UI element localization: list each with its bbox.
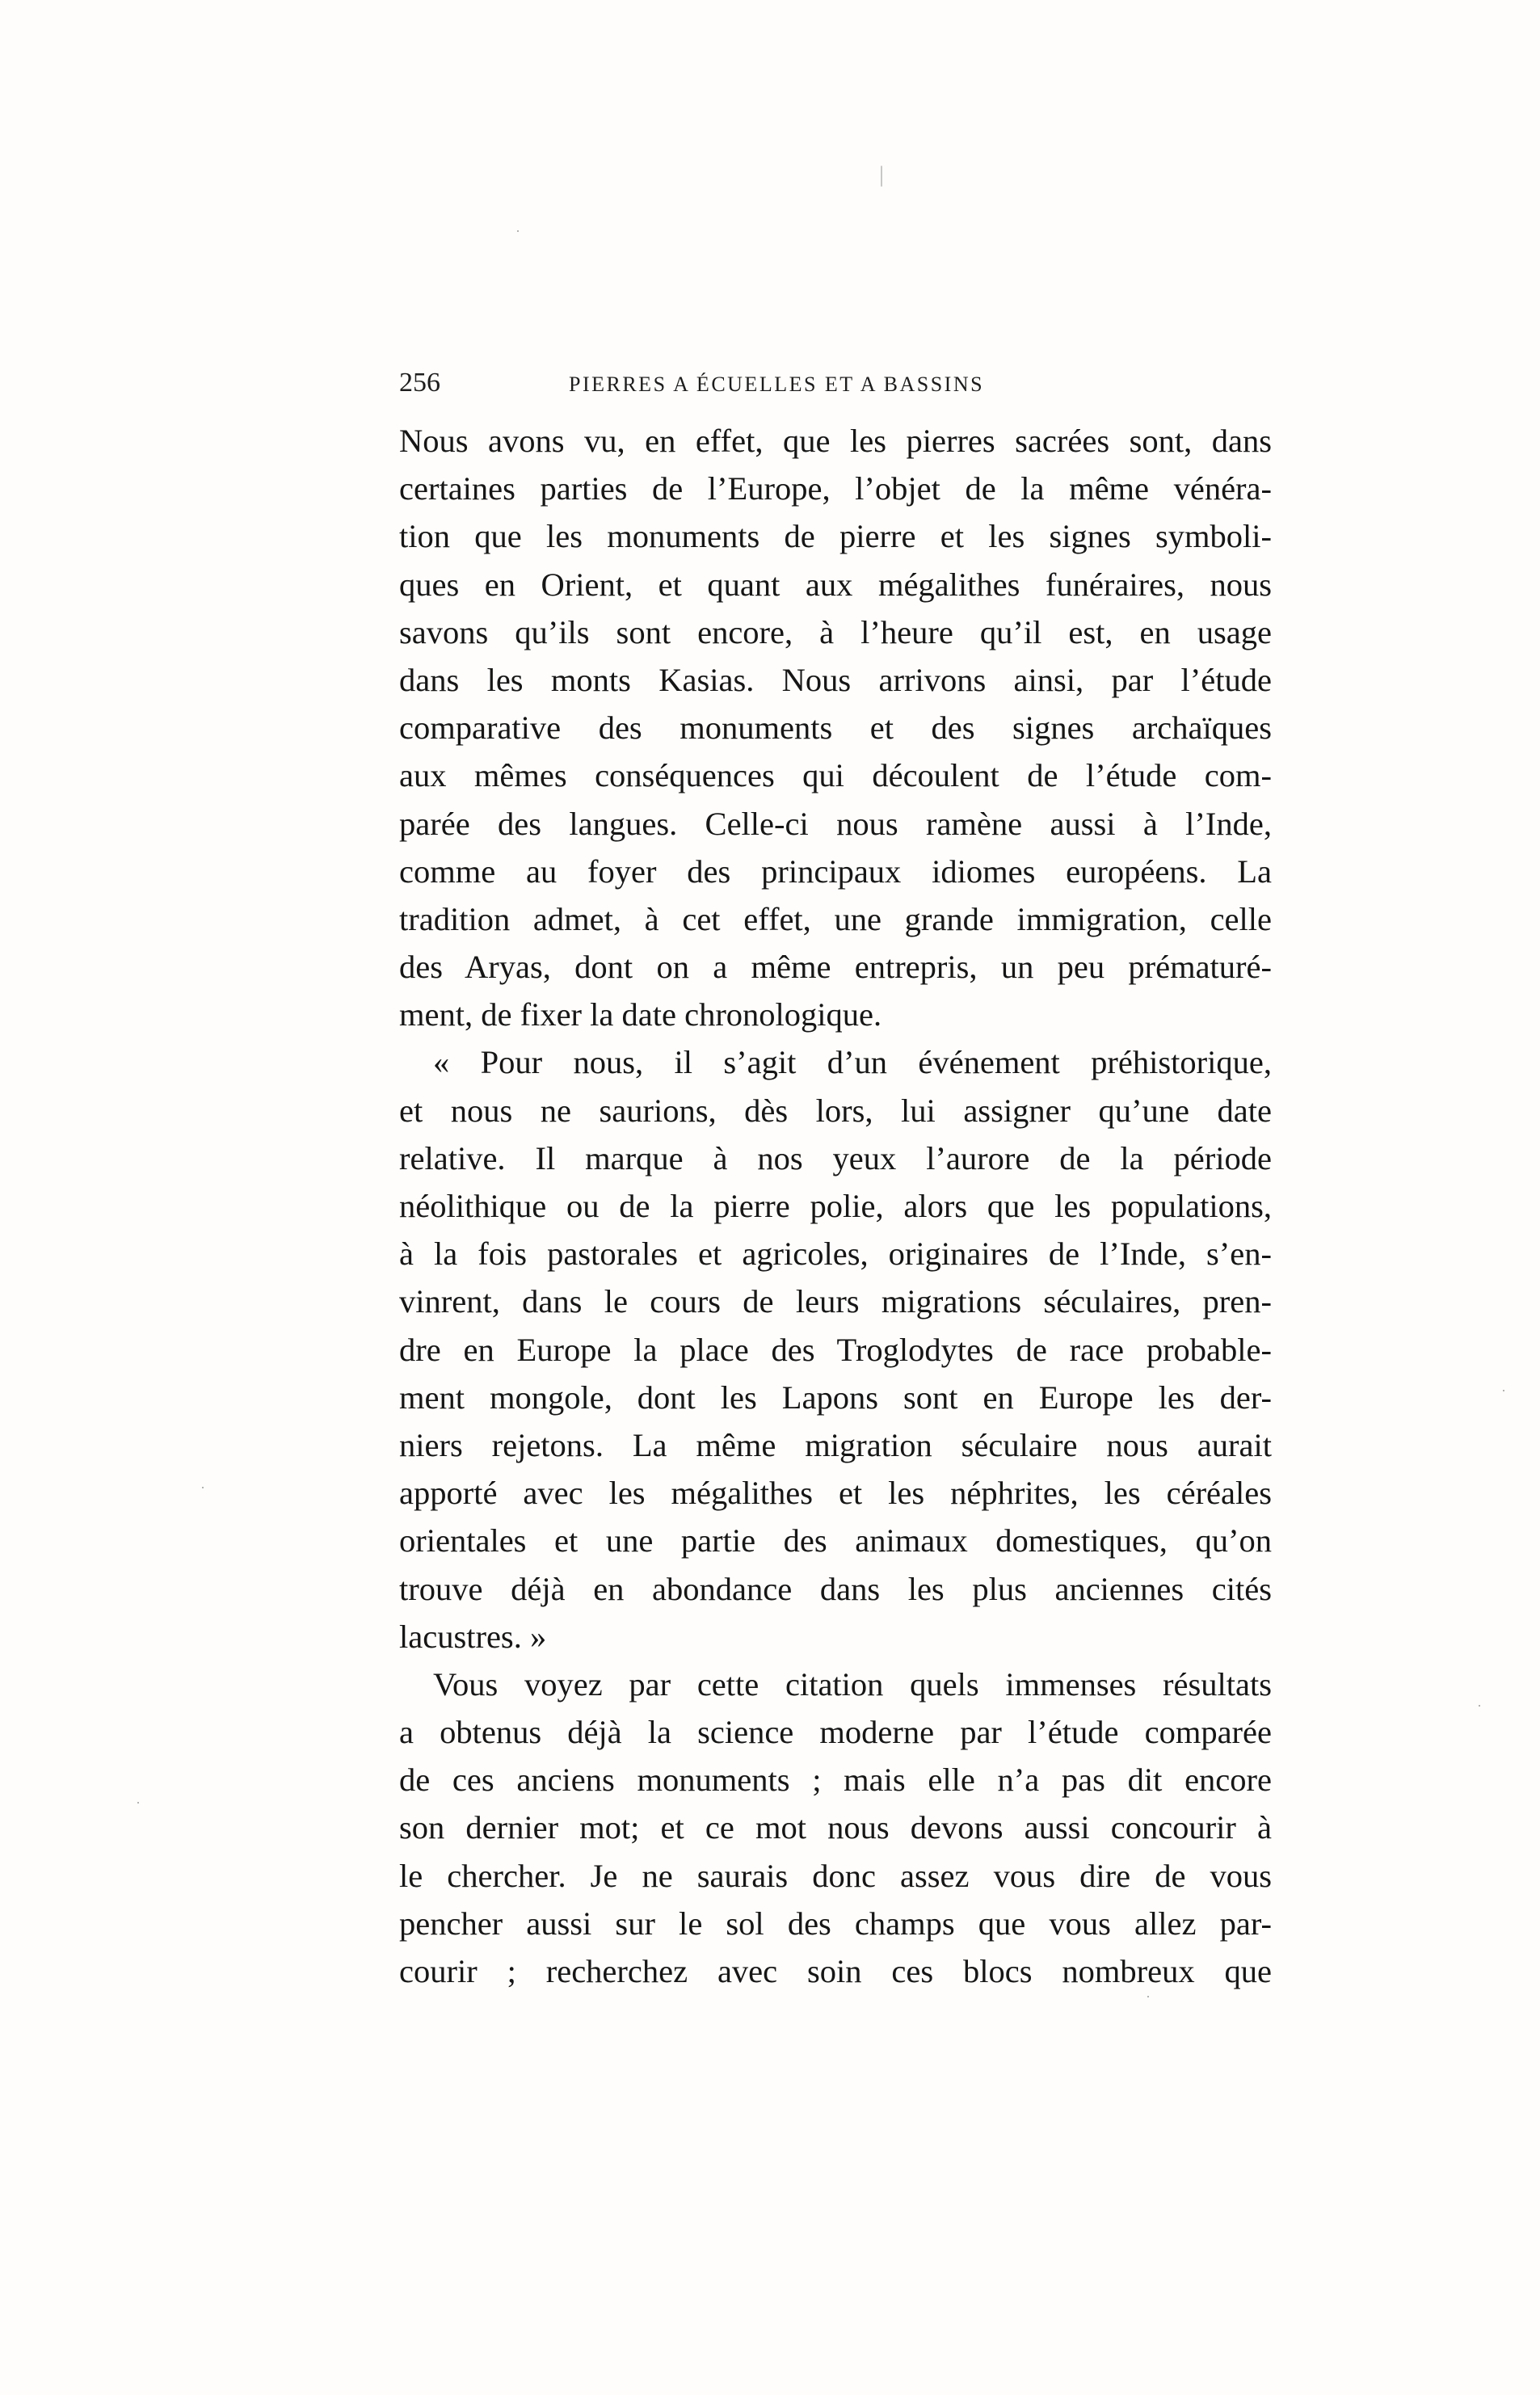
text-line: tion que les monuments de pierre et les signes symboli-: [399, 518, 1272, 555]
text-line: niers rejetons. La même migration séculaire nous aurait: [399, 1426, 1272, 1463]
paper-speck: [1479, 1705, 1480, 1707]
paper-speck: [881, 166, 882, 187]
text-line: orientales et une partie des animaux domestiques, qu’on: [399, 1522, 1272, 1559]
text-line: tradition admet, à cet effet, une grande immigration, celle: [399, 900, 1272, 937]
paper-speck: [202, 1487, 204, 1488]
text-line: Nous avons vu, en effet, que les pierres sacrées sont, dans: [399, 423, 1272, 459]
text-line: comme au foyer des principaux idiomes européens. La: [399, 852, 1272, 890]
text-line: ques en Orient, et quant aux mégalithes funéraires, nous: [399, 566, 1272, 603]
text-line: pencher aussi sur le sol des champs que vous allez par-: [399, 1905, 1272, 1942]
running-title: PIERRES A ÉCUELLES ET A BASSINS: [569, 373, 985, 396]
text-line: « Pour nous, il s’agit d’un événement préhistorique,: [433, 1044, 1272, 1081]
text-line: à la fois pastorales et agricoles, originaires de l’Inde, s’en-: [399, 1235, 1272, 1273]
text-line: relative. Il marque à nos yeux l’aurore de la période: [399, 1139, 1272, 1176]
text-line: néolithique ou de la pierre polie, alors que les populations,: [399, 1188, 1272, 1224]
text-line: dre en Europe la place des Troglodytes de race probable-: [399, 1331, 1272, 1368]
text-line: Vous voyez par cette citation quels immenses résultats: [433, 1665, 1272, 1703]
text-line: comparative des monuments et des signes archaïques: [399, 709, 1272, 747]
text-line: trouve déjà en abondance dans les plus anciennes cités: [399, 1570, 1272, 1607]
text-line: savons qu’ils sont encore, à l’heure qu’il est, en usage: [399, 613, 1272, 650]
text-line: a obtenus déjà la science moderne par l’étude comparée: [399, 1714, 1272, 1751]
text-line: dans les monts Kasias. Nous arrivons ainsi, par l’étude: [399, 661, 1272, 698]
text-line: courir ; recherchez avec soin ces blocs nombreux que: [399, 1953, 1272, 1989]
text-line: ment, de fixer la date chronologique.: [399, 996, 882, 1033]
paper-speck: [1147, 1996, 1149, 1997]
text-line: des Aryas, dont on a même entrepris, un peu prématuré-: [399, 949, 1272, 986]
paper-speck: [1503, 1390, 1504, 1391]
text-line: parée des langues. Celle-ci nous ramène aussi à l’Inde,: [399, 805, 1272, 842]
text-line: de ces anciens monuments ; mais elle n’a pas dit encore: [399, 1762, 1272, 1799]
text-line: lacustres. »: [399, 1618, 547, 1655]
text-line: certaines parties de l’Europe, l’objet de la même vénéra-: [399, 470, 1272, 507]
text-line: son dernier mot; et ce mot nous devons aussi concourir à: [399, 1809, 1272, 1846]
text-line: vinrent, dans le cours de leurs migrations séculaires, pren-: [399, 1283, 1272, 1320]
text-line: aux mêmes conséquences qui découlent de l’étude com-: [399, 757, 1272, 794]
page-number: 256: [399, 368, 440, 398]
text-line: ment mongole, dont les Lapons sont en Europe les der-: [399, 1378, 1272, 1416]
page-header: [399, 368, 1272, 406]
paper-speck: [517, 230, 519, 232]
text-line: et nous ne saurions, dès lors, lui assigner qu’une date: [399, 1092, 1272, 1129]
paper-speck: [137, 1802, 139, 1804]
text-line: apporté avec les mégalithes et les néphrites, les céréales: [399, 1475, 1272, 1512]
text-line: le chercher. Je ne saurais donc assez vous dire de vous: [399, 1857, 1272, 1894]
body-text: [399, 417, 1272, 1995]
